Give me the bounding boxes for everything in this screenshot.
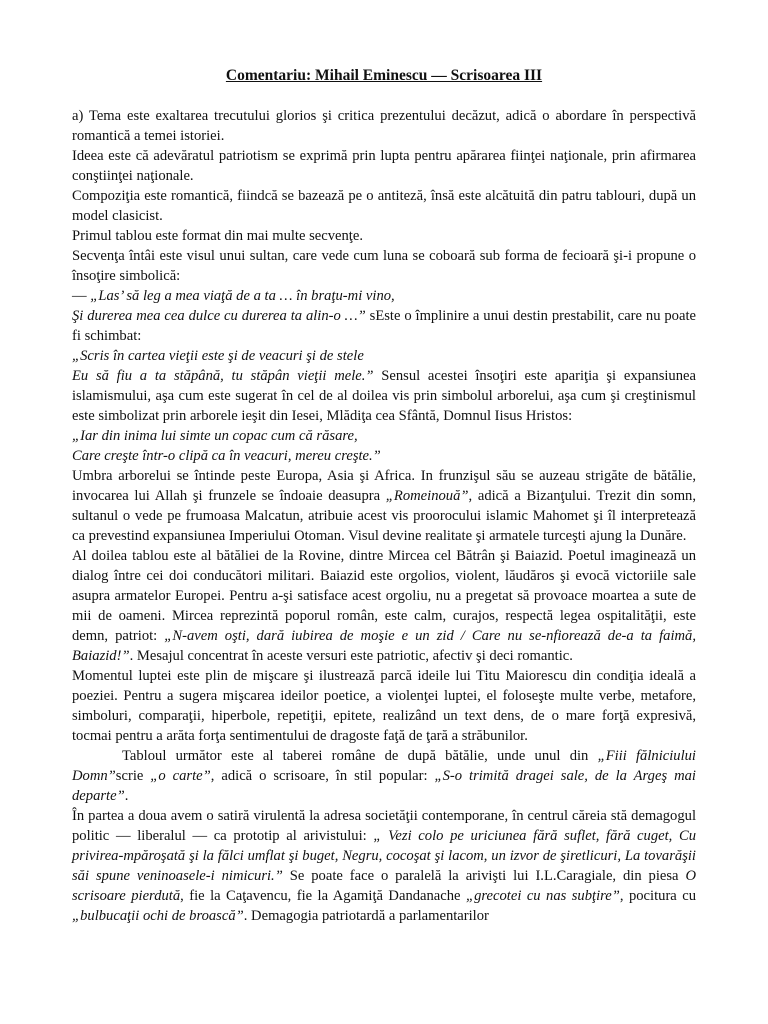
- paragraph-text: Sensul acestei însoţiri este apariţia şi expansiunea islamismului, aşa cum este sugerat în cel de al doilea vis prin simbolul arborelui, aşa cum şi creştinismul este simbolizat prin arborele ieşit din Iesei, Mlădiţa cea Sfântă, Domnul Iisus Hristos:: [72, 368, 696, 424]
- paragraph-text: Se poate face o paralelă la arivişti lui I.L.Caragiale, din piesa: [282, 868, 686, 884]
- paragraph-text: În partea a doua avem o satiră virulentă la adresa societăţii contemporane, în centrul căreia stă demagogul politic — liberalul — ca prototip al arivistului:: [72, 808, 696, 844]
- paragraph: [72, 106, 696, 146]
- paragraph-text: Momentul luptei este plin de mişcare şi ilustrează parcă ideile lui Titu Maiorescu din condiţia ideală a poeziei. Pentru a sugera mişcarea ideilor poetice, a violenţei luptei, el foloseşte multe verbe, metafore, simboluri, comparaţii, hiperbole, repetiţii, epitete, realizând un text dens, de o mare forţă expresivă, tocmai pentru a arăta forţa sentimentului de dragoste faţă de ţară a străbunilor.: [72, 668, 696, 744]
- paragraph: [72, 466, 696, 546]
- quoted-text: „Fiii fălniciului Domn”: [72, 748, 696, 784]
- paragraph: [72, 226, 696, 246]
- paragraph: [72, 366, 696, 426]
- quoted-text: „Iar din inima lui simte un copac cum că răsare,: [72, 428, 358, 444]
- paragraph: [72, 146, 696, 186]
- paragraph: [72, 666, 696, 746]
- quoted-text: „grecotei cu nas subţire”: [465, 888, 620, 904]
- paragraph: [72, 546, 696, 666]
- paragraph-text: Secvenţa întâi este visul unui sultan, care vede cum luna se coboară sub forma de fecioară şi-i propune o însoţire simbolică:: [72, 248, 696, 284]
- quoted-text: „ Vezi colo pe uriciunea fără suflet, fără cuget, Cu privirea-mpăroşată şi la fălci umflat şi buget, Negru, cocoşat şi lacom, un izvor de şiretlicuri, La tovarăşii săi spune veninoasele-i nimicuri.”: [72, 828, 696, 884]
- paragraph-text: . Demagogia patriotardă a parlamentarilor: [243, 908, 489, 924]
- document-body: [72, 106, 696, 926]
- quoted-text: „Las’ să leg a mea viaţă de a ta … în braţu-mi vino,: [90, 288, 395, 304]
- quoted-text: Eu să fiu a ta stăpână, tu stăpân vieţii mele.”: [72, 368, 374, 384]
- paragraph: [72, 746, 696, 806]
- paragraph: [72, 306, 696, 346]
- paragraph-text: scrie: [115, 768, 151, 784]
- document-title: Comentariu: Mihail Eminescu — Scrisoarea III: [225, 67, 543, 84]
- quoted-text: „o carte”: [150, 768, 211, 784]
- quoted-text: O scrisoare pierdută: [72, 868, 696, 904]
- paragraph-text: sEste o împlinire a unui destin prestabilit, care nu poate fi schimbat:: [72, 308, 696, 344]
- paragraph-text: Umbra arborelui se întinde peste Europa, Asia şi Africa. In frunzişul său se auzeau strigăte de bătălie, invocarea lui Allah şi frunzele se îndoaie deasupra: [72, 468, 696, 504]
- quoted-text: „S-o trimită dragei sale, de la Argeş mai departe”: [72, 768, 696, 804]
- paragraph: [72, 426, 696, 446]
- paragraph-text: Compoziţia este romantică, fiindcă se bazează pe o antiteză, însă este alcătuită din patru tablouri, după un model clasicist.: [72, 188, 696, 224]
- quoted-text: „bulbucaţii ochi de broască”: [72, 908, 244, 924]
- paragraph-text: Ideea este că adevăratul patriotism se exprimă prin lupta pentru apărarea fiinţei naţionale, prin afirmarea conştiinţei naţionale.: [72, 148, 696, 184]
- paragraph: [72, 806, 696, 926]
- paragraph-text: Al doilea tablou este al bătăliei de la Rovine, dintre Mircea cel Bătrân şi Baiazid. Poetul imaginează un dialog între cei doi conducători militari. Baiazid este orgolios, violent, lăudăros şi evocă victoriile sale asupra armatelor Europei. Pentru a-şi satisface acest orgoliu, nu a pregetat să provoace moartea a sute de mii de oameni. Mircea reprezintă poporul român, este calm, curajos, respectă legea ospitalităţii, este demn, patriot:: [72, 548, 696, 644]
- paragraph-text: .: [124, 788, 129, 804]
- quoted-text: Care creşte într-o clipă ca în veacuri, mereu creşte.”: [72, 448, 381, 464]
- paragraph: [72, 186, 696, 226]
- paragraph-text: . Mesajul concentrat în aceste versuri este patriotic, afectiv şi deci romantic.: [129, 648, 573, 664]
- paragraph-text: , adică a Bizanţului. Trezit din somn, sultanul o vede pe frumoasa Malcatun, atribuie acest vis proorocului islamic Mahomet şi îl interpretează ca prevestind expansiunea Imperiului Otoman. Visul devine realitate şi armatele turceşti ajung la Dunăre.: [72, 488, 696, 544]
- quoted-text: „Romeinouă”: [385, 488, 469, 504]
- paragraph: [72, 246, 696, 286]
- paragraph-text: Tabloul următor este al taberei române de după bătălie, unde unul din: [122, 748, 598, 764]
- quoted-text: „Scris în cartea vieţii este şi de veacuri şi de stele: [72, 348, 364, 364]
- paragraph-text: —: [72, 288, 91, 304]
- paragraph: [72, 446, 696, 466]
- paragraph-text: Primul tablou este format din mai multe secvenţe.: [72, 228, 363, 244]
- paragraph-text: , fie la Caţavencu, fie la Agamiţă Dandanache: [180, 888, 466, 904]
- quoted-text: Şi durerea mea cea dulce cu durerea ta alin-o …”: [72, 308, 366, 324]
- quoted-text: „N-avem oşti, dară iubirea de moşie e un zid / Care nu se-nfiorează de-a ta faimă, Baiazid!”: [72, 628, 696, 664]
- paragraph-text: a) Tema este exaltarea trecutului glorios şi critica prezentului decăzut, adică o abordare în perspectivă romantică a temei istoriei.: [72, 108, 696, 144]
- paragraph-text: , pocitura cu: [619, 888, 696, 904]
- paragraph-text: , adică o scrisoare, în stil popular:: [210, 768, 435, 784]
- paragraph: [72, 286, 696, 306]
- paragraph: [72, 346, 696, 366]
